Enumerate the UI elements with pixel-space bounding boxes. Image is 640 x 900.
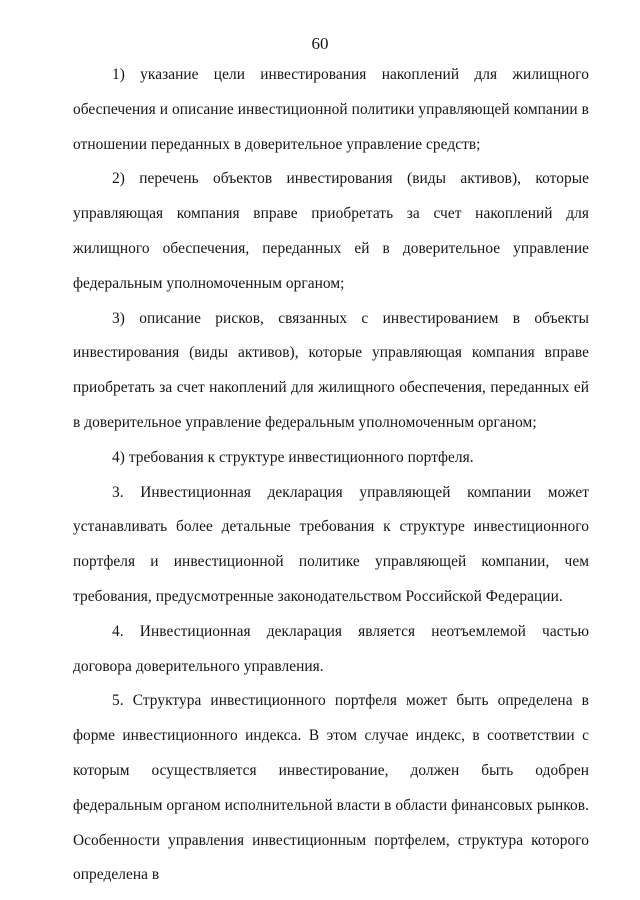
paragraph-section-5: 5. Структура инвестиционного портфеля может быть определена в форме инвестиционного индекса. В этом случае индекс, в соответствии с которым осуществляется инвестирование, должен быть одобрен федеральным органом исполнительной власти в области финансовых рынков. Особенности управления инвестиционным портфелем, структура которого определена в [73,692,589,884]
paragraph-item-4: 4) требования к структуре инвестиционного портфеля. [112,448,474,466]
document-body [73,58,589,893]
paragraph-section-3: 3. Инвестиционная декларация управляющей компании может устанавливать более детальные требования к структуре инвестиционного портфеля и инвестиционной политике управляющей компании, чем требования, предусмотренные законодательством Российской Федерации. [73,483,589,605]
paragraph-item-3: 3) описание рисков, связанных с инвестированием в объекты инвестирования (виды активов), которые управляющая компания вправе приобретать за счет накоплений для жилищного обеспечения, переданных ей в доверительное управление федеральным уполномоченным органом; [73,309,589,431]
page-number: 60 [311,34,329,53]
paragraph-item-1: 1) указание цели инвестирования накоплений для жилищного обеспечения и описание инвестиционной политики управляющей компании в отношении переданных в доверительное управление средств; [73,66,589,153]
paragraph-item-2: 2) перечень объектов инвестирования (виды активов), которые управляющая компания вправе приобретать за счет накоплений для жилищного обеспечения, переданных ей в доверительное управление федеральным уполномоченным органом; [73,170,589,292]
paragraph-section-4: 4. Инвестиционная декларация является неотъемлемой частью договора доверительного управления. [73,622,589,675]
